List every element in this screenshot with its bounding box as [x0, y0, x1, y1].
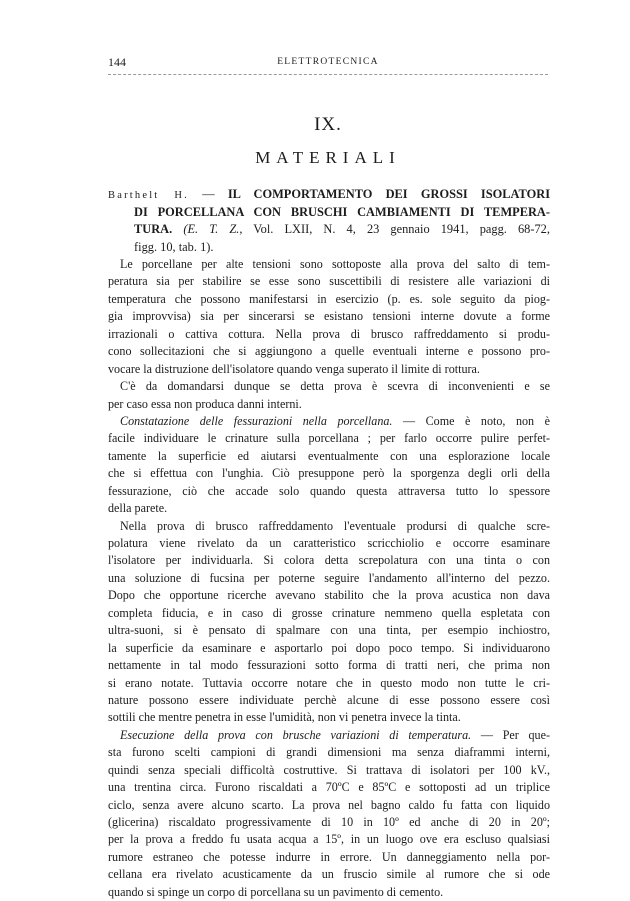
article-title-line: TURA.	[134, 222, 173, 237]
text-line: nettamente in tal modo fessurazioni sotto forma di tratti neri, che prima non	[108, 658, 550, 673]
chapter-title: MATERIALI	[255, 148, 401, 167]
bib-line	[108, 239, 550, 257]
text-line: irrazionali o cattiva cottura. Nella prova di brusco raffreddamento si produ-	[108, 326, 550, 341]
text-line: polatura viene rivelato da un caratteristico scricchiolio e occorre esaminare	[108, 536, 550, 550]
text-line: per caso essa non produca danni interni.	[108, 396, 302, 411]
bibliographic-entry	[108, 186, 550, 256]
section-heading-rest: — Per que-	[471, 727, 550, 742]
text-line: sta furono scelti campioni di grandi dimensioni ma senza diaframmi interni,	[108, 745, 550, 760]
text-line: si erano notate. Tuttavia occorre notare che in questo modo non tutte le cri-	[108, 675, 550, 690]
text-line: quando si spinge un corpo di porcellana su un pavimento di cemento.	[108, 884, 444, 899]
text-line: nature possono essere individuate perchè alcune di esse possono essere così	[108, 692, 550, 707]
text-line: una soluzione di fucsina per poterne seguire l'andamento all'interno del pezzo.	[108, 570, 550, 585]
bib-line	[108, 186, 550, 204]
text-line: gia improvvisa) sia per sincerarsi se esistano tensioni interne dovute a forme	[108, 309, 550, 324]
paragraph	[108, 378, 550, 413]
author-name: Barthelt H.	[108, 190, 189, 201]
bib-line	[108, 204, 550, 222]
chapter-number: IX.	[314, 114, 342, 135]
citation-details: Vol. LXII, N. 4, 23 gennaio 1941, pagg. 68-72,	[242, 222, 550, 237]
running-title: ELETTROTECNICA	[277, 57, 379, 67]
citation-details: figg. 10, tab. 1).	[134, 239, 214, 254]
text-line: rumore estraneo che potesse indurre in errore. Un danneggiamento nella por-	[108, 849, 550, 864]
article-title-line: IL COMPORTAMENTO DEI GROSSI ISOLATORI	[227, 187, 550, 201]
text-line: (glicerina) riscaldato progressivamente di 10 in 10º ed anche di 20 in 20º;	[108, 815, 550, 829]
text-line: la superficie da esaminare e asportarlo poi dopo poco tempo. Si individuarono	[108, 640, 550, 655]
paragraph	[108, 518, 550, 727]
text-line: cellana era rivelato acusticamente da un fruscio simile al rumore che si ode	[108, 867, 550, 882]
text-line: sottili che mentre penetra in esse l'umidità, non vi penetra invece la tinta.	[108, 710, 461, 725]
section-heading-rest: — Come è noto, non è	[392, 413, 550, 428]
text-line: l'isolatore per individuarla. Si colora detta screpolatura con una tinta o con	[108, 553, 550, 568]
text-line: tamente la superficie ed aiutarsi eventualmente con una esplorazione locale	[108, 448, 550, 463]
text-line: facile individuare le crinature sulla porcellana ; per farlo occorre pulire perfet-	[108, 431, 550, 446]
section-heading: Esecuzione della prova con brusche variazioni di temperatura.	[120, 727, 472, 742]
page-number: 144	[108, 55, 126, 69]
text-line: ultra-suoni, si è pensato di spalmare con una tinta, per esempio inchiostro,	[108, 623, 550, 638]
text-line: temperatura che possono manifestarsi in esercizio (p. es. sole seguito da piog-	[108, 291, 550, 306]
bib-line	[108, 221, 550, 239]
running-header	[108, 55, 548, 71]
body-text	[108, 256, 550, 901]
section-heading: Constatazione delle fessurazioni nella porcellana.	[120, 413, 393, 428]
text-line: quindi senza speciali difficoltà costruttive. Si trattava di isolatori per 100 kV.,	[108, 762, 550, 777]
text-line: per la prova a freddo fu usata acqua a 15º, in un luogo ove era escluso qualsiasi	[108, 832, 550, 847]
text-line: ciclo, senza avere alcuno scarto. La prova nel bagno caldo fu fatta con liquido	[108, 797, 550, 812]
text-line: Le porcellane per alte tensioni sono sottoposte alla prova del salto di tem-	[120, 257, 550, 271]
paragraph	[108, 727, 550, 901]
text-line: C'è da domandarsi dunque se detta prova è scevra di inconvenienti e se	[120, 379, 550, 394]
journal-name: (E. T. Z.,	[183, 222, 243, 237]
article-title-line: DI PORCELLANA CON BRUSCHI CAMBIAMENTI DI TEMPERA-	[134, 204, 550, 219]
paragraph	[108, 256, 550, 378]
text-line: una trentina circa. Furono riscaldati a 70ºC e 85ºC e sottoposti ad un triplice	[108, 780, 550, 795]
header-rule	[108, 74, 548, 75]
text-line: che si effettua con l'unghia. Ciò presuppone però la sporgenza degli orli della	[108, 466, 550, 481]
bib-dash: —	[189, 187, 228, 201]
text-line: vocare la distruzione dell'isolatore quando venga superato il limite di rottura.	[108, 361, 480, 376]
paragraph	[108, 413, 550, 518]
paragraph-heading-line	[108, 413, 550, 430]
text-line: cono sollecitazioni che si aggiungono a quelle eventuali interne e possono pro-	[108, 344, 550, 359]
text-line: Nella prova di brusco raffreddamento l'eventuale prodursi di qualche scre-	[120, 518, 550, 533]
text-line: fessurazione, ciò che accade solo quando questa attraversa tutto lo spessore	[108, 483, 550, 498]
text-line: completa fiducia, e in caso di grosse crinature nemmeno quella espletata con	[108, 605, 550, 620]
text-line: peratura sia per stabilire se esse sono suscettibili di resistere alle variazioni di	[108, 274, 550, 289]
text-line: della parete.	[108, 501, 168, 516]
text-line: Dopo che opportune ricerche avevano stabilito che la prova acustica non dava	[108, 588, 550, 603]
paragraph-heading-line	[108, 727, 550, 744]
